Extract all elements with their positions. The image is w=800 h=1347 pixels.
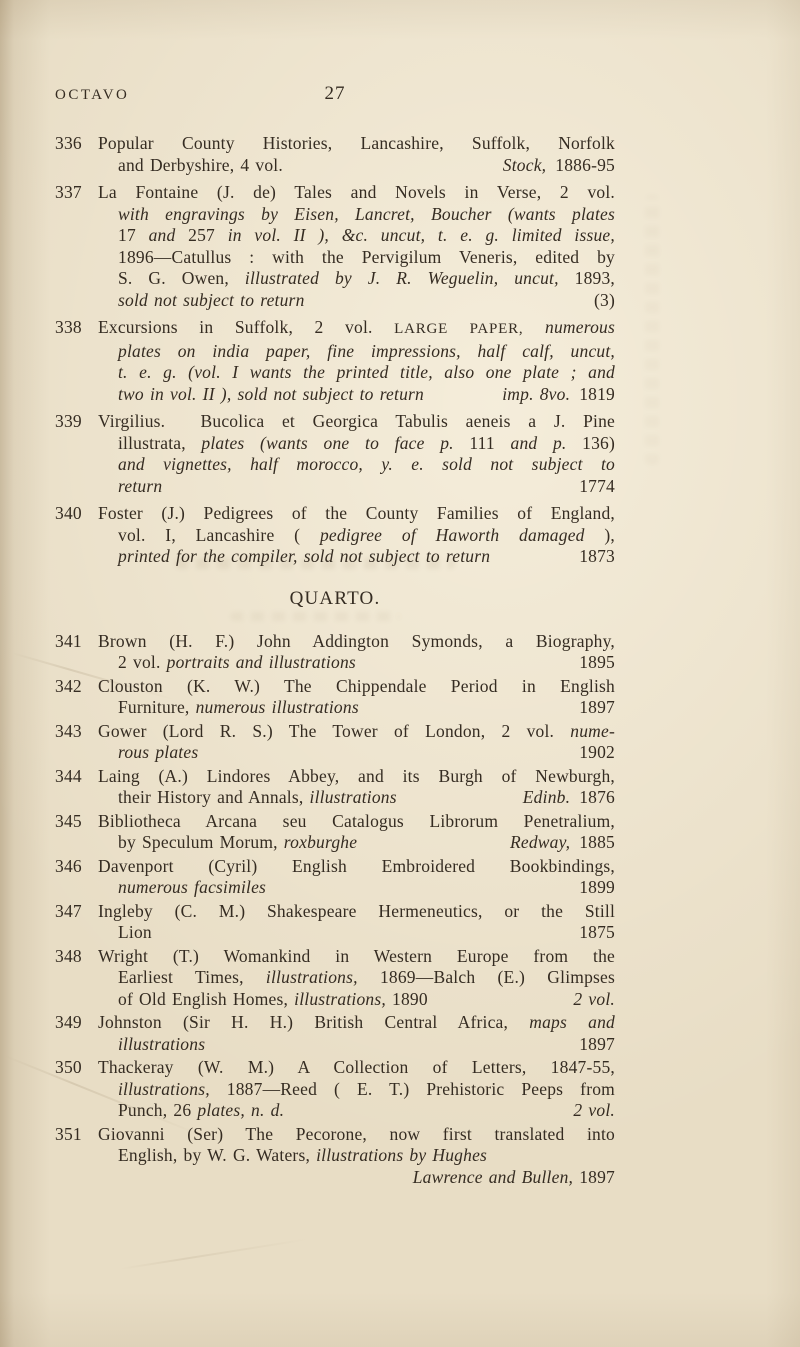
text-segment: Foster (J.) Pedigrees of the County Families of England, — [98, 503, 615, 523]
text-segment: return — [118, 475, 163, 496]
line-right-text — [579, 652, 615, 674]
catalog-entry-340 — [55, 503, 615, 568]
text-segment: and p. — [494, 432, 567, 453]
text-segment: 257 — [175, 225, 215, 245]
text-segment: 17 — [118, 225, 136, 245]
line-right-text — [579, 742, 615, 764]
line-right-text — [579, 922, 615, 944]
catalog-entry-351 — [55, 1123, 615, 1189]
text-segment: 1896—Catullus : with the Pervigilum Veneris, edited by — [118, 246, 615, 267]
text-segment: and Derbyshire, 4 vol. — [118, 154, 283, 175]
text-segment: illustrated by J. R. Weguelin, uncut, — [228, 268, 559, 288]
entry-line — [118, 1079, 615, 1101]
text-segment: illustrations, — [243, 967, 358, 987]
text-segment: numerous illustrations — [189, 697, 359, 717]
line-left-text — [118, 384, 424, 406]
text-segment: S. G. Owen, — [118, 268, 229, 288]
text-segment: 1893, — [558, 268, 616, 288]
entry-line — [118, 247, 615, 269]
line-right-text — [594, 290, 615, 312]
text-segment: Virgilius. Bucolica et Georgica Tabulis aeneis a J. Pine — [98, 411, 615, 431]
entry-line — [118, 268, 615, 290]
line-left-text — [118, 290, 305, 312]
entry-line — [55, 901, 615, 923]
page-number: 27 — [324, 83, 346, 104]
text-segment: 1897 — [579, 697, 615, 717]
text-segment: Laing (A.) Lindores Abbey, and its Burgh of Newburgh, — [98, 765, 615, 786]
text-segment: 2 vol. — [573, 988, 615, 1009]
line-right-text — [503, 155, 615, 177]
line-right-text — [579, 1034, 615, 1056]
entry-number: 346 — [55, 855, 82, 876]
catalog-entry-344 — [55, 765, 615, 809]
text-segment: of Old English Homes, — [118, 988, 289, 1009]
text-segment: Giovanni (Ser) The Pecorone, now first translated into — [98, 1123, 615, 1144]
text-segment: portraits and illustrations — [160, 652, 356, 672]
entry-number: 339 — [55, 411, 82, 431]
catalog-entry-338 — [55, 317, 616, 405]
section-quarto — [55, 588, 615, 1189]
text-segment: by Speculum Morum, — [118, 832, 278, 852]
catalog-entry-336 — [55, 133, 615, 176]
text-segment: LARGE PAPER, — [372, 321, 524, 337]
entry-line — [118, 204, 615, 226]
text-segment: 111 — [453, 432, 495, 453]
entry-line — [118, 967, 615, 989]
entry-line — [118, 989, 615, 1011]
catalog-entry-337 — [55, 182, 616, 311]
text-segment: 1897 — [573, 1166, 615, 1187]
text-segment: numerous facsimiles — [118, 877, 267, 897]
text-segment: pedigree of Haworth damaged — [300, 524, 585, 545]
entry-line — [118, 476, 615, 498]
text-block — [55, 83, 615, 1190]
text-segment: 1819 — [579, 383, 615, 404]
entry-number: 351 — [55, 1123, 82, 1144]
running-header — [55, 83, 615, 104]
text-segment: plates (wants one to face p. — [185, 432, 454, 453]
text-segment: sold not subject to return — [118, 289, 305, 310]
entry-line — [118, 525, 615, 547]
line-right-text — [523, 787, 615, 809]
text-segment: numerous — [523, 317, 616, 337]
entry-number: 344 — [55, 765, 82, 786]
text-segment: illustrations, — [118, 1078, 210, 1099]
text-segment: their History and Annals, — [118, 787, 304, 807]
line-right-text — [579, 697, 615, 719]
paper-crease — [120, 1238, 308, 1269]
entry-line — [118, 290, 615, 312]
text-segment: 1886-95 — [555, 154, 615, 175]
entry-number: 338 — [55, 317, 82, 337]
line-right-text — [573, 1100, 615, 1122]
entry-line — [118, 832, 615, 854]
entry-line — [118, 787, 615, 809]
text-segment: Clouston (K. W.) The Chippendale Period in English — [98, 675, 615, 696]
text-segment: 1899 — [579, 877, 615, 897]
entry-number: 341 — [55, 630, 82, 651]
entry-line — [55, 1057, 615, 1079]
entry-line — [55, 811, 615, 833]
text-segment: Popular County Histories, Lancashire, Suffolk, Norfolk — [98, 133, 615, 153]
text-segment: 2 vol. — [118, 652, 161, 672]
text-segment: roxburghe — [277, 832, 358, 852]
text-segment: English, by W. G. Waters, — [118, 1145, 311, 1165]
entry-line — [118, 652, 615, 674]
text-segment: vol. I, Lancashire ( — [118, 524, 301, 545]
text-segment: 1869—Balch (E.) Glimpses — [357, 967, 616, 987]
text-segment: illustrations by Hughes — [310, 1145, 488, 1165]
text-segment: Furniture, — [118, 697, 190, 717]
text-segment: with engravings by Eisen, Lancret, Boucher (wants plates — [118, 203, 615, 224]
catalog-sections — [55, 133, 615, 1188]
catalog-entry-345 — [55, 810, 615, 854]
entry-line — [118, 384, 615, 406]
text-segment: 1895 — [579, 652, 615, 672]
entry-line — [55, 503, 615, 525]
entry-line — [55, 1124, 615, 1146]
line-left-text — [118, 155, 283, 177]
line-left-text — [118, 787, 397, 809]
text-segment: Punch, 26 — [118, 1100, 192, 1120]
entry-line — [55, 411, 615, 433]
line-right-text — [502, 384, 615, 406]
text-segment: maps and — [508, 1012, 615, 1032]
text-segment: Lion — [118, 922, 152, 942]
show-through-smudge — [645, 195, 659, 465]
catalog-entry-348 — [55, 945, 616, 1011]
text-segment: 1774 — [579, 475, 615, 496]
text-segment: Redway, — [509, 832, 571, 852]
line-right-text — [510, 832, 615, 854]
entry-line — [118, 454, 615, 476]
text-segment: 1890 — [385, 988, 428, 1009]
text-segment: 1873 — [579, 546, 615, 566]
entry-number: 343 — [55, 720, 82, 741]
text-segment: 136) — [566, 432, 615, 453]
text-segment: printed for the compiler, sold not subject to return — [118, 546, 491, 566]
section-octavo — [55, 133, 615, 568]
catalog-entry-347 — [55, 900, 615, 944]
entry-line — [55, 946, 615, 968]
text-segment: two in vol. II ), sold not subject to return — [118, 383, 424, 404]
text-segment: and vignettes, half morocco, y. e. sold not subject to — [118, 454, 615, 474]
entry-line — [55, 676, 615, 698]
text-segment: illustrata, — [118, 432, 186, 453]
text-segment: ), — [584, 524, 615, 545]
line-left-text — [118, 476, 162, 498]
entry-line — [55, 182, 615, 204]
line-left-text — [118, 832, 357, 854]
text-segment: imp. 8vo. — [502, 383, 571, 404]
text-segment: Earliest Times, — [118, 967, 244, 987]
line-left-text — [118, 1100, 284, 1122]
entry-line — [55, 133, 615, 155]
text-segment: Thackeray (W. M.) A Collection of Letters, 1847-55, — [98, 1057, 615, 1077]
entry-number: 350 — [55, 1057, 82, 1077]
line-right-text — [579, 546, 615, 568]
entry-line — [118, 742, 615, 764]
entry-line — [118, 697, 615, 719]
text-segment: t. e. g. (vol. I wants the printed title, also one plate ; and — [118, 362, 615, 382]
line-left-text — [118, 697, 359, 719]
text-segment: 1902 — [579, 742, 615, 762]
text-segment: Gower (Lord R. S.) The Tower of London, 2 vol. — [98, 720, 555, 741]
text-segment: Excursions in Suffolk, 2 vol. — [98, 317, 373, 337]
text-segment: Brown (H. F.) John Addington Symonds, a Biography, — [98, 630, 615, 651]
line-left-text — [118, 652, 356, 674]
line-right-text — [579, 476, 615, 498]
text-segment: 1885 — [579, 832, 615, 852]
line-left-text — [118, 742, 198, 764]
entry-line — [55, 631, 615, 653]
text-segment: illustrations — [303, 787, 397, 807]
entry-number: 348 — [55, 945, 82, 966]
text-segment: illustrations — [118, 1033, 206, 1054]
entry-line — [118, 1034, 615, 1056]
entry-number: 336 — [55, 133, 82, 153]
entry-number: 349 — [55, 1012, 82, 1032]
text-segment: 2 vol. — [573, 1100, 615, 1120]
line-right-text — [573, 989, 615, 1011]
catalog-entry-346 — [55, 855, 615, 899]
entry-line — [55, 766, 615, 788]
catalog-entry-349 — [55, 1012, 615, 1055]
catalog-entry-339 — [55, 411, 615, 497]
catalog-entry-343 — [55, 720, 615, 764]
text-segment: and — [135, 225, 176, 245]
entry-number: 347 — [55, 900, 82, 921]
entry-line — [118, 225, 615, 247]
text-segment: rous plates — [118, 742, 199, 762]
line-left-text — [118, 922, 152, 944]
text-segment: 1897 — [579, 1033, 615, 1054]
text-segment: illustrations, — [288, 988, 386, 1009]
entry-line — [55, 317, 615, 341]
text-segment: (3) — [593, 289, 615, 310]
entry-line — [55, 721, 615, 743]
catalog-entry-350 — [55, 1057, 615, 1122]
text-segment: Wright (T.) Womankind in Western Europe from the — [98, 945, 615, 966]
text-segment: 1876 — [579, 787, 615, 807]
section-label: OCTAVO — [55, 87, 130, 103]
entry-line — [118, 546, 615, 568]
entry-line — [118, 1145, 615, 1167]
entry-line — [118, 1167, 615, 1189]
text-segment: Davenport (Cyril) English Embroidered Bookbindings, — [98, 855, 615, 876]
text-segment: La Fontaine (J. de) Tales and Novels in Verse, 2 vol. — [98, 182, 615, 202]
text-segment: in vol. II ), &c. uncut, t. e. g. limited issue, — [215, 225, 615, 245]
text-segment: nume- — [554, 720, 615, 741]
line-left-text — [118, 546, 490, 568]
text-segment: Stock, — [502, 154, 547, 175]
text-segment: Edinb. — [522, 787, 571, 807]
text-segment: 1887—Reed ( E. T.) Prehistoric Peeps from — [209, 1078, 615, 1099]
entry-line — [118, 341, 615, 363]
text-segment: plates on india paper, fine impressions, half calf, uncut, — [118, 340, 615, 361]
catalog-entry-341 — [55, 630, 615, 674]
entry-line — [118, 433, 615, 455]
line-right-text — [579, 877, 615, 899]
entry-number: 345 — [55, 810, 82, 831]
text-segment: Ingleby (C. M.) Shakespeare Hermeneutics, or the Still — [98, 900, 615, 921]
text-segment: 1875 — [579, 922, 615, 942]
text-segment: Bibliotheca Arcana seu Catalogus Librorum Penetralium, — [98, 810, 615, 831]
line-left-text — [118, 1034, 205, 1056]
entry-line — [118, 1100, 615, 1122]
text-segment: Johnston (Sir H. H.) British Central Africa, — [98, 1012, 509, 1032]
entry-line — [118, 877, 615, 899]
text-segment: Lawrence and Bullen, — [412, 1166, 574, 1187]
entry-line — [118, 155, 615, 177]
entry-line — [55, 1012, 615, 1034]
entry-number: 337 — [55, 182, 82, 202]
entry-line — [118, 362, 615, 384]
section-heading: QUARTO. — [289, 587, 381, 609]
entry-number: 340 — [55, 503, 82, 523]
entry-line — [118, 922, 615, 944]
line-left-text — [118, 877, 266, 899]
text-segment: plates, n. d. — [191, 1100, 285, 1120]
catalog-entry-342 — [55, 675, 615, 719]
line-left-text — [118, 989, 428, 1011]
entry-number: 342 — [55, 675, 82, 696]
entry-line — [55, 856, 615, 878]
